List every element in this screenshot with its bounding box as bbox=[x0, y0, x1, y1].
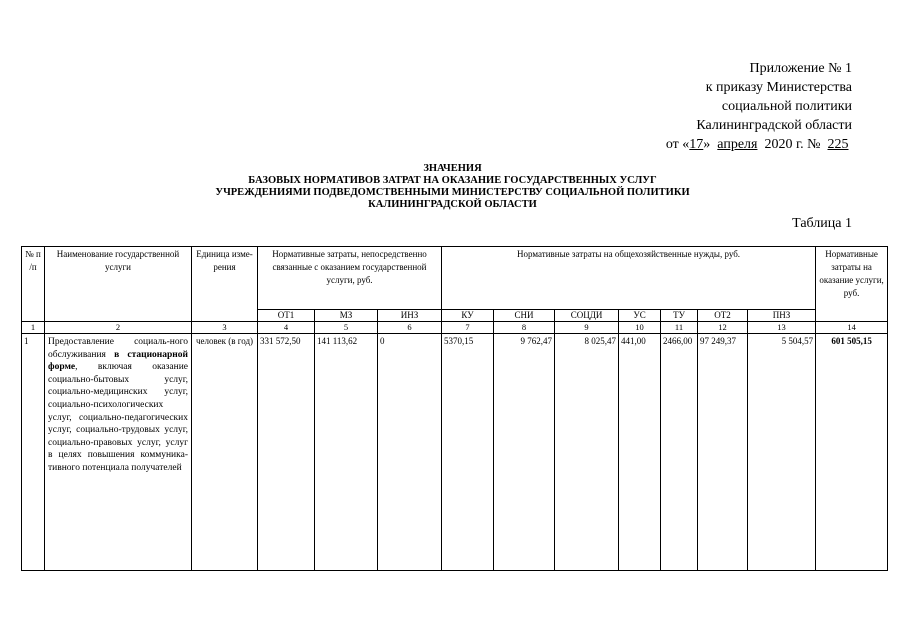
column-number: 8 bbox=[494, 322, 555, 334]
date-year: 2020 г. № bbox=[764, 137, 821, 152]
value-cell: 141 113,62 bbox=[315, 334, 378, 571]
service-form: в стационарной форме bbox=[48, 349, 188, 373]
appendix-header bbox=[666, 59, 852, 154]
norms-table bbox=[21, 246, 888, 571]
column-number: 13 bbox=[748, 322, 816, 334]
subheader-cell: ОТ2 bbox=[698, 310, 748, 322]
header-total-costs: Нормативные затраты на оказание услуги, руб. bbox=[816, 247, 888, 322]
header-general-costs: Нормативные затраты на общехозяйственные нужды, руб. bbox=[442, 247, 816, 310]
value-cell: 97 249,37 bbox=[698, 334, 748, 571]
column-number: 1 bbox=[22, 322, 45, 334]
table-row bbox=[22, 334, 888, 571]
column-number: 10 bbox=[619, 322, 661, 334]
subheader-cell: МЗ bbox=[315, 310, 378, 322]
subheader-cell: УС bbox=[619, 310, 661, 322]
column-number: 14 bbox=[816, 322, 888, 334]
appendix-date-line bbox=[666, 135, 852, 154]
value-cell: 8 025,47 bbox=[555, 334, 619, 571]
column-number: 2 bbox=[45, 322, 192, 334]
row-number: 1 bbox=[22, 334, 45, 571]
appendix-line: Приложение № 1 bbox=[749, 61, 852, 76]
title-line: КАЛИНИНГРАДСКОЙ ОБЛАСТИ bbox=[368, 199, 537, 210]
date-mid: » bbox=[703, 137, 711, 152]
value-cell: 441,00 bbox=[619, 334, 661, 571]
value-cell: 331 572,50 bbox=[258, 334, 315, 571]
appendix-line: социальной политики bbox=[721, 99, 852, 114]
service-text: , включая оказание социально-бытовых услуг, социально-медицинских услуг, социально-психологических услуг, социально-педагогических услуг, социально-трудовых услуг, социально-правовых услуг, услуг в целях повышения коммуника-тивного потенциала получателей bbox=[48, 362, 188, 473]
subheader-cell: КУ bbox=[442, 310, 494, 322]
subheader-cell: ПНЗ bbox=[748, 310, 816, 322]
header-direct-costs: Нормативные затраты, непосредственно связанные с оказанием государственной услуги, руб. bbox=[258, 247, 442, 310]
document-title bbox=[0, 163, 905, 211]
value-cell: 2466,00 bbox=[661, 334, 698, 571]
value-cell: 9 762,47 bbox=[494, 334, 555, 571]
appendix-line: к приказу Министерства bbox=[705, 80, 852, 95]
value-cell: 5 504,57 bbox=[748, 334, 816, 571]
subheader-cell: СНИ bbox=[494, 310, 555, 322]
subheader-cell: ТУ bbox=[661, 310, 698, 322]
column-number: 9 bbox=[555, 322, 619, 334]
total-cell: 601 505,15 bbox=[816, 334, 888, 571]
column-number: 4 bbox=[258, 322, 315, 334]
column-number: 7 bbox=[442, 322, 494, 334]
date-prefix: от « bbox=[665, 137, 690, 152]
table-label: Таблица 1 bbox=[792, 216, 852, 231]
title-line: ЗНАЧЕНИЯ bbox=[423, 163, 482, 174]
date-day: 17 bbox=[689, 137, 704, 152]
service-text: Предоставление социаль-ного обслуживания bbox=[48, 337, 188, 360]
title-line: УЧРЕЖДЕНИЯМИ ПОДВЕДОМСТВЕННЫМИ МИНИСТЕРСТВУ СОЦИАЛЬНОЙ ПОЛИТИКИ bbox=[215, 187, 690, 198]
date-month: апреля bbox=[717, 137, 758, 152]
column-number: 12 bbox=[698, 322, 748, 334]
column-number: 6 bbox=[378, 322, 442, 334]
appendix-line: Калининградской области bbox=[696, 118, 852, 133]
header-service-name: Наименование государственной услуги bbox=[45, 247, 192, 322]
subheader-cell: СОЦДИ bbox=[555, 310, 619, 322]
column-number: 5 bbox=[315, 322, 378, 334]
subheader-cell: ИНЗ bbox=[378, 310, 442, 322]
subheader-cell: ОТ1 bbox=[258, 310, 315, 322]
unit-cell: человек (в год) bbox=[192, 334, 258, 571]
title-line: БАЗОВЫХ НОРМАТИВОВ ЗАТРАТ НА ОКАЗАНИЕ ГОСУДАРСТВЕННЫХ УСЛУГ bbox=[248, 175, 657, 186]
value-cell: 5370,15 bbox=[442, 334, 494, 571]
column-number-row bbox=[22, 322, 888, 334]
column-number: 3 bbox=[192, 322, 258, 334]
order-number: 225 bbox=[827, 137, 849, 152]
header-row bbox=[22, 247, 888, 310]
header-num: № п /п bbox=[22, 247, 45, 322]
value-cell: 0 bbox=[378, 334, 442, 571]
header-unit: Единица изме-рения bbox=[192, 247, 258, 322]
column-number: 11 bbox=[661, 322, 698, 334]
service-description bbox=[45, 334, 192, 571]
